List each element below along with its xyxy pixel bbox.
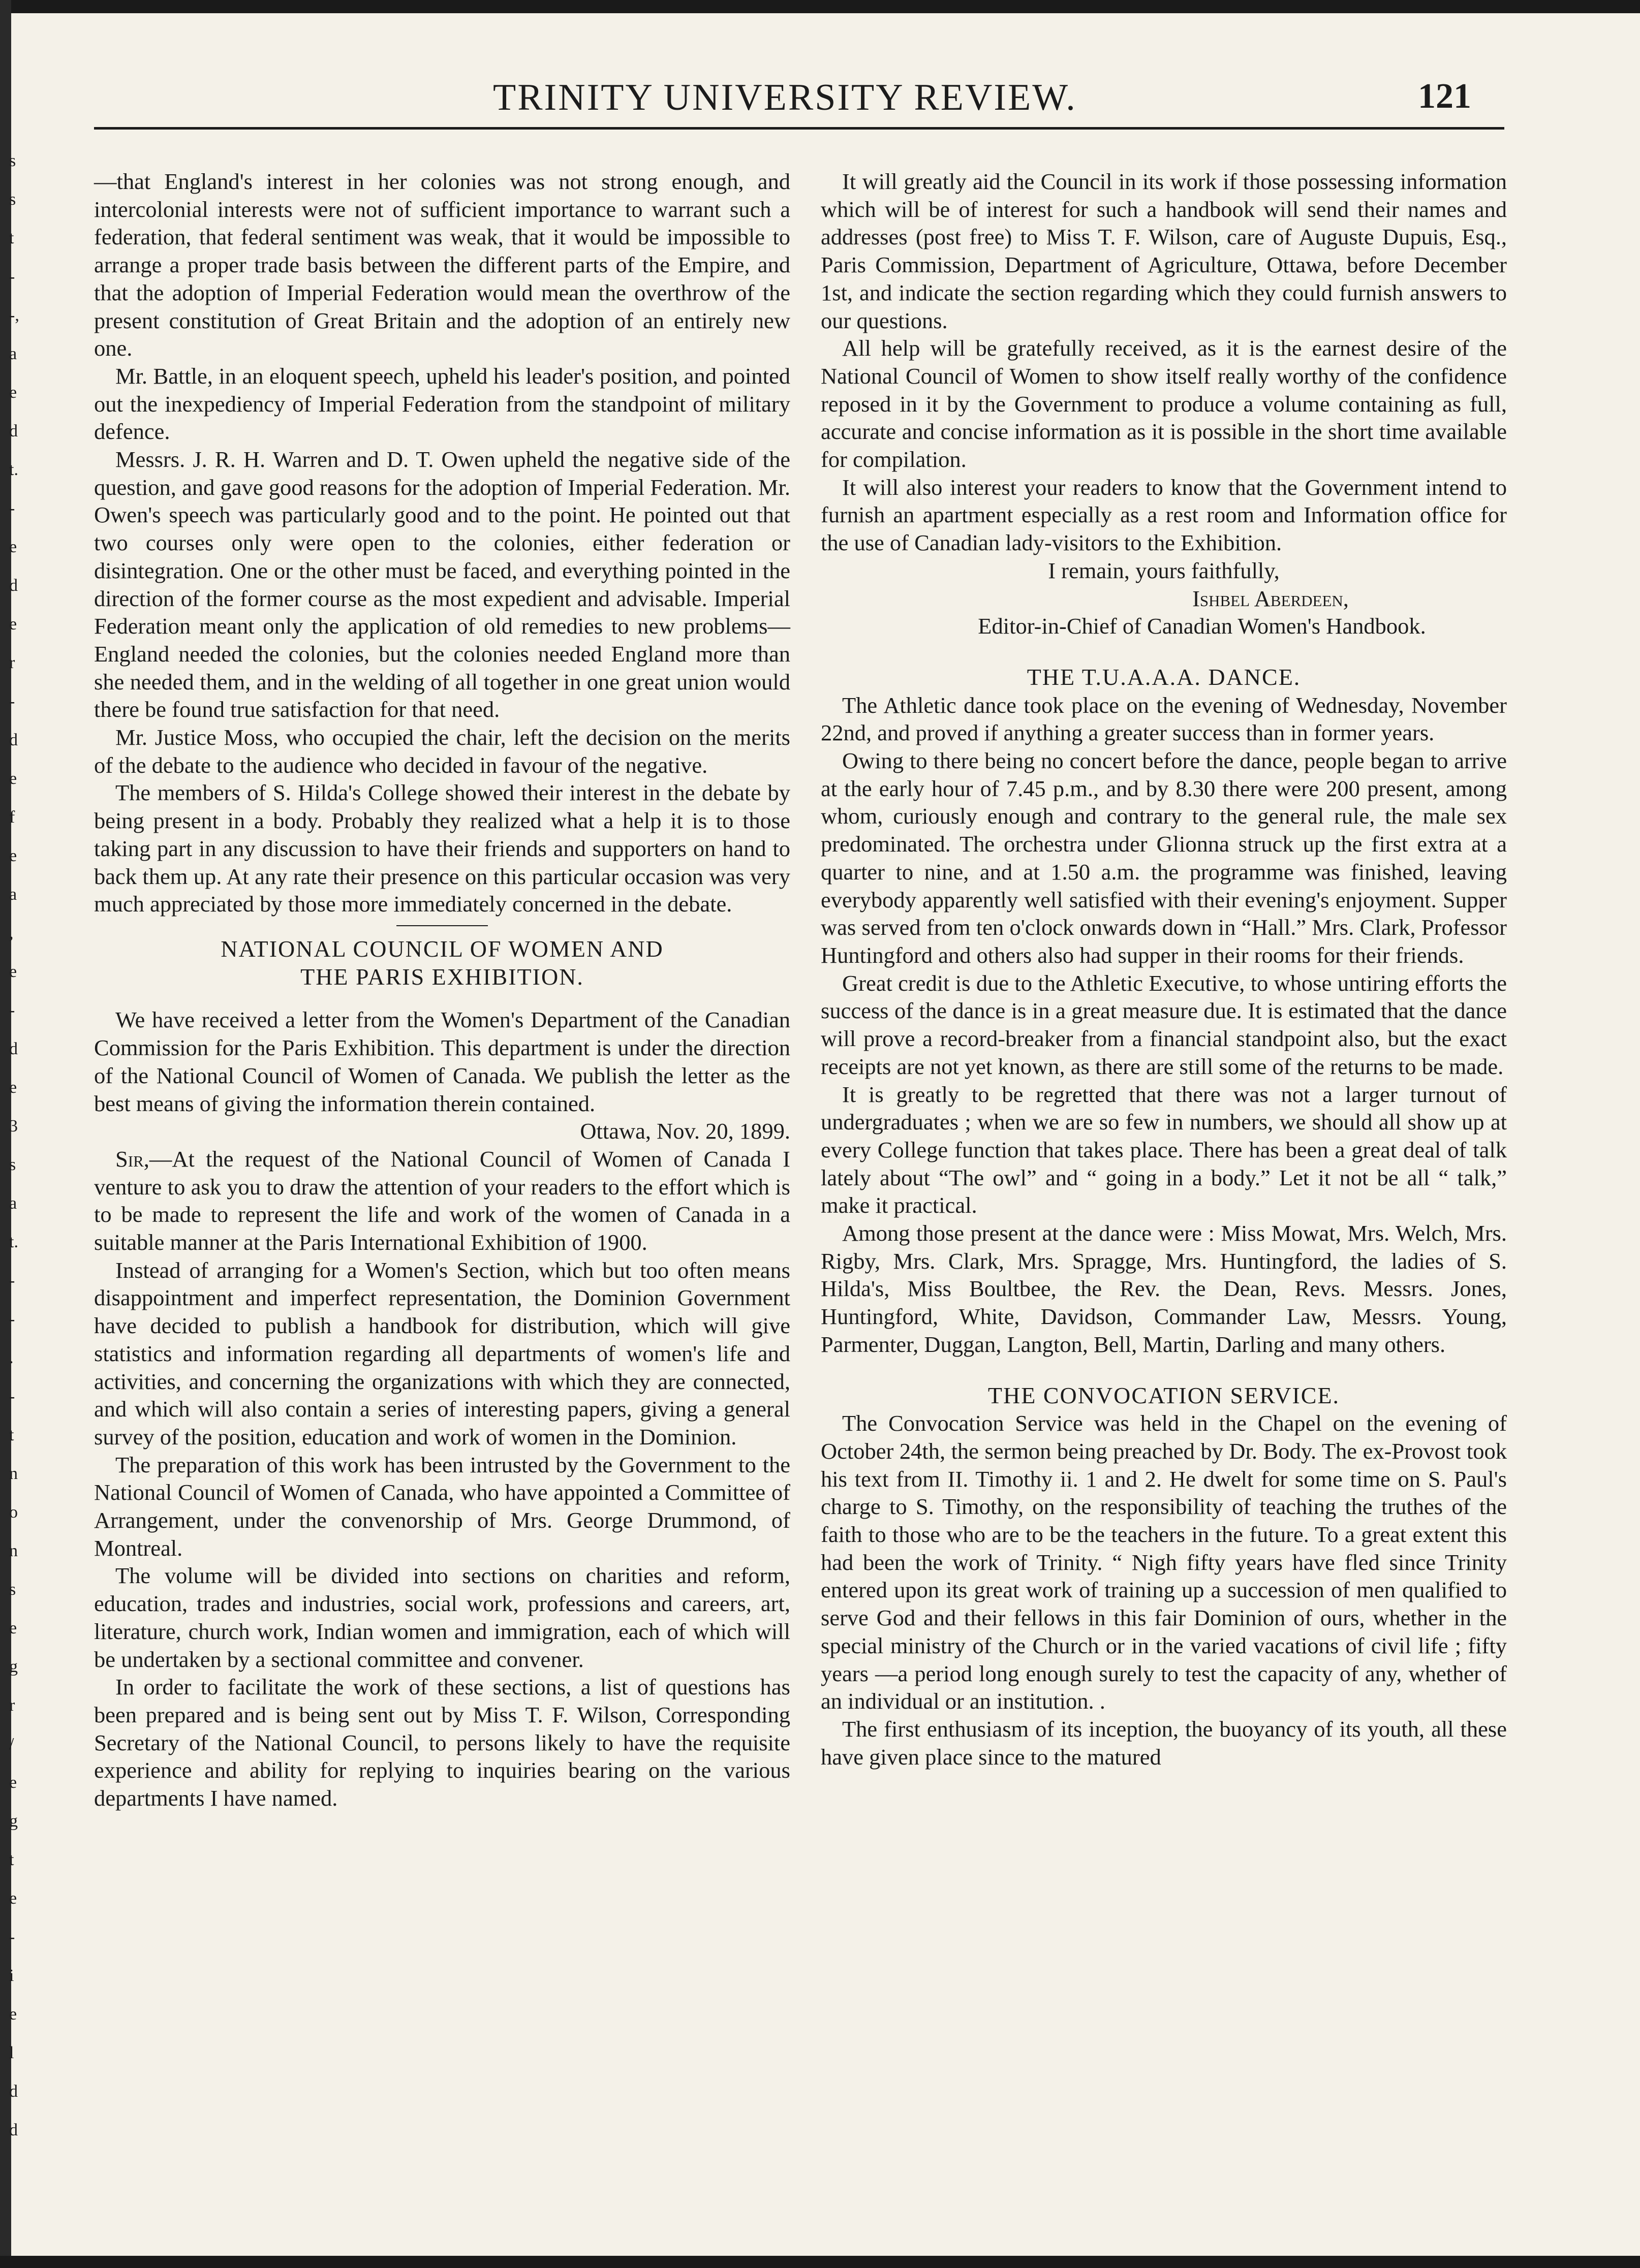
article-paragraph: It is greatly to be regretted that there was not a larger turnout of undergraduates ; when we are so few in numbers, we should all show up at every College function that takes place. There has been a great deal of talk lately about “The owl” and “ going in a body.” Let it not be all “ talk,” make it practical. <box>821 1081 1507 1218</box>
gutter-fragment: - <box>9 1928 15 1946</box>
header-rule <box>94 127 1504 130</box>
gutter-fragment: e <box>9 962 17 981</box>
gutter-fragment: 3 <box>9 1117 18 1136</box>
letter-paragraph: The preparation of this work has been intrusted by the Government to the National Council of Women of Canada, who have appointed a Committee of Arrangement, under the convenorship of Mrs. George Drummond, of Montreal. <box>94 1452 790 1561</box>
article-paragraph: Among those present at the dance were : Miss Mowat, Mrs. Welch, Mrs. Rigby, Mrs. Clark, Mrs. Spragge, Mrs. Huntingford, the ladies of S. Hilda's, Miss Boultbee, the Rev. the Dean, Revs. Messrs. Jones, Huntingford, White, Davidson, Commander Law, Messrs. Young, Parmenter, Duggan, Langton, Bell, Martin, Darling and many others. <box>821 1220 1507 1357</box>
intro-paragraph: We have received a letter from the Women's Department of the Canadian Commission for the Paris Exhibition. This department is under the direction of the National Council of Women of Canada. We publish the letter as the best means of giving the information therein contained. <box>94 1007 790 1116</box>
letter-salutation: Sir, <box>115 1146 149 1172</box>
letter-signature: Ishbel Aberdeen, <box>1192 585 1349 611</box>
gutter-fragment: e <box>9 1773 17 1792</box>
letter-paragraph: It will also interest your readers to know that the Government intend to furnish an apartment especially as a rest room and Information office for the use of Canadian lady-visitors to the Exhibition. <box>821 474 1507 556</box>
gutter-fragment: n <box>9 1464 18 1483</box>
letter-paragraph <box>94 1145 790 1256</box>
gutter-fragment: , <box>9 924 14 942</box>
article-paragraph: The first enthusiasm of its inception, the buoyancy of its youth, all these have given place since to the matured <box>821 1716 1507 1770</box>
gutter-fragment: a <box>9 344 17 363</box>
gutter-fragment: s <box>9 151 16 170</box>
letter-paragraph: In order to facilitate the work of these sections, a list of questions has been prepared and is being sent out by Miss T. F. Wilson, Corresponding Secretary of the National Council, to persons likely to have the requisite experience and ability for replying to inquiries bearing on the various departments I have named. <box>94 1674 790 1811</box>
article-paragraph: The Convocation Service was held in the Chapel on the evening of October 24th, the sermon being preached by Dr. Body. The ex-Provost took his text from II. Timothy ii. 1 and 2. He dwelt for some time on S. Paul's charge to S. Timothy, on the responsibility of teaching the truthes of the faith to those who are to be the teachers in the future. To a great extent this had been the work of Trinity. “ Nigh fifty years have fled since Trinity entered upon its great work of training up a succession of men qualified to serve God and their fellows in this fair Dominion of ours, whether in the special ministry of the Church or in the varied vacations of civil life ; fifty years —a period long enough surely to test the capacity of any, whether of an individual or an institution. . <box>821 1410 1507 1714</box>
gutter-fragment: e <box>9 1619 17 1637</box>
gutter-fragment: l <box>9 2043 14 2062</box>
bottom-scan-edge <box>0 2256 1640 2268</box>
gutter-fragment: o <box>9 1503 18 1522</box>
section-separator <box>396 925 488 926</box>
gutter-fragment: e <box>9 538 17 556</box>
gutter-fragment: e <box>9 769 17 788</box>
gutter-fragment: a <box>9 885 17 904</box>
gutter-fragment: - <box>9 1310 15 1329</box>
gutter-fragment: t. <box>9 460 18 479</box>
gutter-fragment: s <box>9 190 16 209</box>
gutter-fragment: d <box>9 2121 18 2139</box>
gutter-fragment: g <box>9 1812 18 1831</box>
gutter-fragment: - <box>9 267 15 286</box>
letter-paragraph: It will greatly aid the Council in its work if those possessing information which will be of interest for such a handbook will send their names and addresses (post free) to Miss T. F. Wilson, care of Auguste Dupuis, Esq., Paris Commission, Department of Agriculture, Ottawa, before December 1st, and indicate the section regarding which they could furnish answers to our questions. <box>821 169 1507 333</box>
gutter-fragment: g <box>9 1657 18 1676</box>
gutter-fragment: - <box>9 499 15 518</box>
gutter-fragment: t <box>9 1426 14 1444</box>
gutter-fragment: e <box>9 383 17 402</box>
gutter-fragment: -, <box>9 306 19 325</box>
article-paragraph: Messrs. J. R. H. Warren and D. T. Owen upheld the negative side of the question, and gave good reasons for the adoption of Imperial Federation. Mr. Owen's speech was particularly good and to the point. He pointed out that two courses only were open to the colonies, either federation or disintegration. One or the other must be faced, and everything pointed in the direction of the former course as the most expedient and advisable. Imperial Federation meant only the application of old remedies to new problems—England needed the colonies, but the colonies needed England more than she needed them, and in the welding of all together in one great union would there be found true satisfaction for that need. <box>94 447 790 722</box>
gutter-fragment: d <box>9 1040 18 1058</box>
gutter-fragment: / <box>9 1735 14 1753</box>
gutter-fragment: - <box>9 1001 15 1020</box>
gutter-fragment: e <box>9 2005 17 2024</box>
gutter-fragment: - <box>9 692 15 711</box>
gutter-fragment: e <box>9 1078 17 1097</box>
gutter-fragment: e <box>9 615 17 634</box>
gutter-fragment: n <box>9 1541 18 1560</box>
gutter-fragment: d <box>9 2082 18 2101</box>
article-paragraph: Mr. Battle, in an eloquent speech, upheld his leader's position, and pointed out the inexpediency of Imperial Federation from the standpoint of military defence. <box>94 363 790 445</box>
gutter-fragment: r <box>9 1696 15 1715</box>
gutter-fragment: d <box>9 731 18 749</box>
article-paragraph: Mr. Justice Moss, who occupied the chair, left the decision on the merits of the debate to the audience who decided in favour of the negative. <box>94 724 790 778</box>
gutter-fragment: s <box>9 1580 16 1599</box>
article-paragraph: The members of S. Hilda's College showed their interest in the debate by being present in a body. Probably they realized what a help it is to those taking part in any discussion to have their friends and supporters on hand to back them up. At any rate their presence on this particular occasion was very much appreciated by those more immediately concerned in the debate. <box>94 780 790 917</box>
letter-opening: —At the request of the National Council of Women of Canada I venture to ask you to draw the attention of your readers to the effort which is to be made to represent the life and work of the women of Canada in a suitable manner at the Paris International Exhibition of 1900. <box>94 1146 790 1255</box>
gutter-fragment: i <box>9 1966 14 1985</box>
letter-paragraph: Instead of arranging for a Women's Section, which but too often means disappointment and imperfect representation, the Dominion Government have decided to publish a handbook for distribution, which will give statistics and information regarding all departments of women's life and activities, and concerning the organizations with which they are connected, and which will also contain a series of interesting papers, giving a general survey of the position, education and work of women in the Dominion. <box>94 1257 790 1450</box>
page-number: 121 <box>1418 77 1471 116</box>
article-paragraph: Great credit is due to the Athletic Executive, to whose untiring efforts the success of the dance is in a great measure due. It is estimated that the dance will prove a record-breaker from a financial standpoint also, but the exact receipts are not yet known, as there are still some of the returns to be made. <box>821 970 1507 1079</box>
gutter-fragment: r <box>9 653 15 672</box>
section-heading: THE PARIS EXHIBITION. <box>300 963 584 990</box>
section-heading: THE T.U.A.A.A. DANCE. <box>1027 664 1301 690</box>
gutter-fragment: d <box>9 422 18 440</box>
gutter-fragment: - <box>9 1271 15 1290</box>
letter-closing: I remain, yours faithfully, <box>1048 557 1280 583</box>
gutter-fragment: e <box>9 846 17 865</box>
top-scan-edge <box>0 0 1640 13</box>
gutter-fragment: t <box>9 1850 14 1869</box>
right-column <box>821 168 1507 1771</box>
section-heading: THE CONVOCATION SERVICE. <box>987 1382 1340 1408</box>
article-paragraph: —that England's interest in her colonies was not strong enough, and intercolonial interests were not of sufficient importance to warrant such a federation, that federal sentiment was weak, that it would be impossible to arrange a proper trade basis between the different parts of the Empire, and that the adoption of Imperial Federation would mean the overthrow of the present constitution of Great Britain and the adoption of an entirely new one. <box>94 169 790 361</box>
article-paragraph: The Athletic dance took place on the evening of Wednesday, November 22nd, and proved if anything a greater success than in former years. <box>821 692 1507 746</box>
gutter-fragment: d <box>9 576 18 595</box>
letter-paragraph: All help will be gratefully received, as it is the earnest desire of the National Council of Women to show itself really worthy of the confidence reposed in it by the Government to produce a volume containing as full, accurate and concise information as it is possible in the short time available for compilation. <box>821 335 1507 472</box>
gutter-fragment: t. <box>9 1233 18 1251</box>
facing-page-gutter <box>9 152 21 2159</box>
article-paragraph: Owing to there being no concert before the dance, people began to arrive at the early hour of 7.45 p.m., and by 8.30 there were 200 present, among whom, curiously enough and contrary to the general rule, the male sex predominated. The orchestra under Glionna struck up the first extra at a quarter to nine, and at 1.50 a.m. the programme was finished, leaving everybody apparently well satisfied with their evening's enjoyment. Supper was served from ten o'clock onwards down in “Hall.” Mrs. Clark, Professor Huntingford and others also had supper in their rooms for their friends. <box>821 748 1507 968</box>
page-title: TRINITY UNIVERSITY REVIEW. <box>493 77 1077 118</box>
gutter-fragment: s <box>9 1155 16 1174</box>
gutter-fragment: - <box>9 1387 15 1406</box>
gutter-fragment: . <box>9 1348 14 1367</box>
signature-title: Editor-in-Chief of Canadian Women's Handbook. <box>978 613 1426 639</box>
letter-dateline: Ottawa, Nov. 20, 1899. <box>580 1118 790 1144</box>
gutter-fragment: f <box>9 808 15 827</box>
gutter-fragment: a <box>9 1194 17 1213</box>
gutter-fragment: t <box>9 229 14 247</box>
left-column <box>94 168 790 1812</box>
letter-paragraph: The volume will be divided into sections on charities and reform, education, trades and industries, social work, professions and careers, art, literature, church work, Indian women and immigration, each of which will be undertaken by a sectional committee and convener. <box>94 1563 790 1672</box>
gutter-fragment: e <box>9 1889 17 1908</box>
section-heading: NATIONAL COUNCIL OF WOMEN AND <box>221 935 664 962</box>
